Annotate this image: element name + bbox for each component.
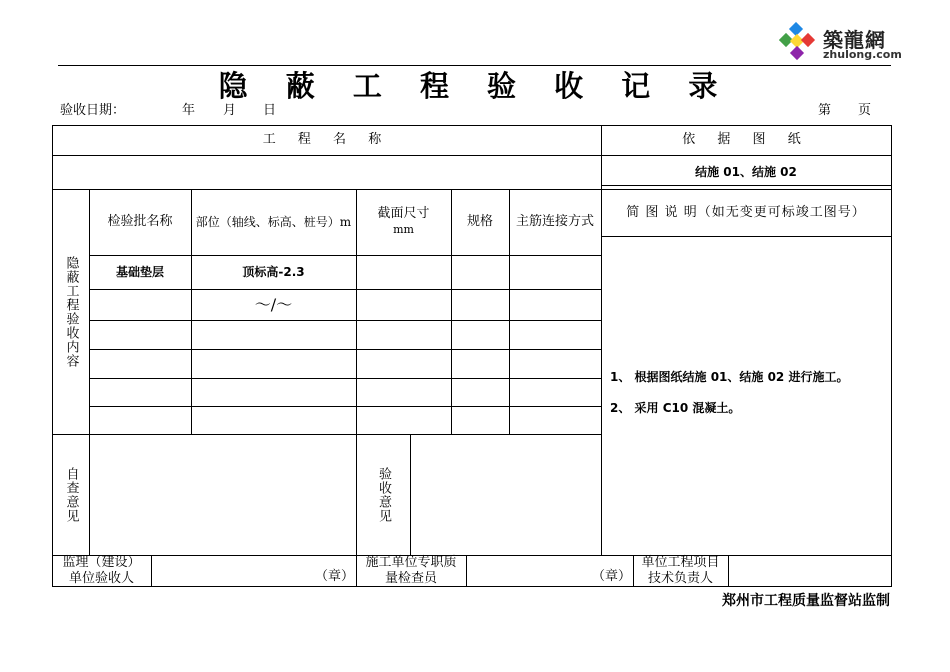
note-1: 1、 根据图纸结施 01、结施 02 进行施工。 [610,370,849,384]
self-check-label: 自查意见 [63,466,79,523]
page-suffix: 页 [858,103,872,118]
col-batch-name: 检验批名称 [107,214,173,229]
self-check-field[interactable] [89,434,356,555]
month-label: 月 [223,103,237,118]
basis-label: 依 据 图 纸 [682,132,810,147]
tech-line2: 技术负责人 [647,570,713,586]
supervisor-label [52,555,151,586]
contractor-line2: 量检查员 [384,570,437,586]
row2-location: ～/～ [254,294,293,314]
date-label: 验收日期： [60,103,126,118]
logo-brand-cn: 築龍網 [823,28,886,52]
contractor-qc-label [356,555,466,586]
supervisor-line1: 监理（建设） [62,554,141,570]
stamp-1: （章） [315,569,355,584]
tech-lead-label [633,555,728,586]
project-name-value[interactable] [52,155,601,189]
note-2: 2、 采用 C10 混凝土。 [610,401,741,415]
acceptance-field[interactable] [410,434,601,555]
col-sketch: 简 图 说 明（如无变更可标竣工图号） [626,204,866,220]
project-name-label: 工 程 名 称 [262,132,391,147]
col-spec: 规格 [466,214,493,229]
zhulong-logo [779,22,902,64]
basis-value: 结施 01、结施 02 [695,165,797,179]
logo-brand-url: zhulong.com [823,48,902,61]
page-prefix: 第 [818,103,832,118]
year-label: 年 [182,103,196,118]
row1-location: 顶标高-2.3 [242,265,305,279]
col-location: 部位（轴线、标高、桩号）m [195,215,352,229]
supervisor-line2: 单位验收人 [68,570,134,586]
col-section-size-line2: mm [393,223,414,236]
acceptance-label: 验收意见 [376,466,391,523]
col-section-size [356,189,451,255]
col-rebar-connection: 主筋连接方式 [515,214,594,229]
tech-line1: 单位工程项目 [641,554,720,570]
footer-issuer: 郑州市工程质量监督站监制 [722,593,890,609]
stamp-2: （章） [592,569,632,584]
row1-batch: 基础垫层 [115,265,164,279]
col-section-size-line1: 截面尺寸 [377,206,430,221]
day-label: 日 [263,103,277,118]
hidden-content-label: 隐蔽工程验收内容 [63,255,79,368]
zhulong-logo-icon [779,22,821,62]
contractor-line1: 施工单位专职质 [365,554,457,570]
row2-batch [89,289,191,320]
page-title: 隐 蔽 工 程 验 收 记 录 [218,69,732,103]
